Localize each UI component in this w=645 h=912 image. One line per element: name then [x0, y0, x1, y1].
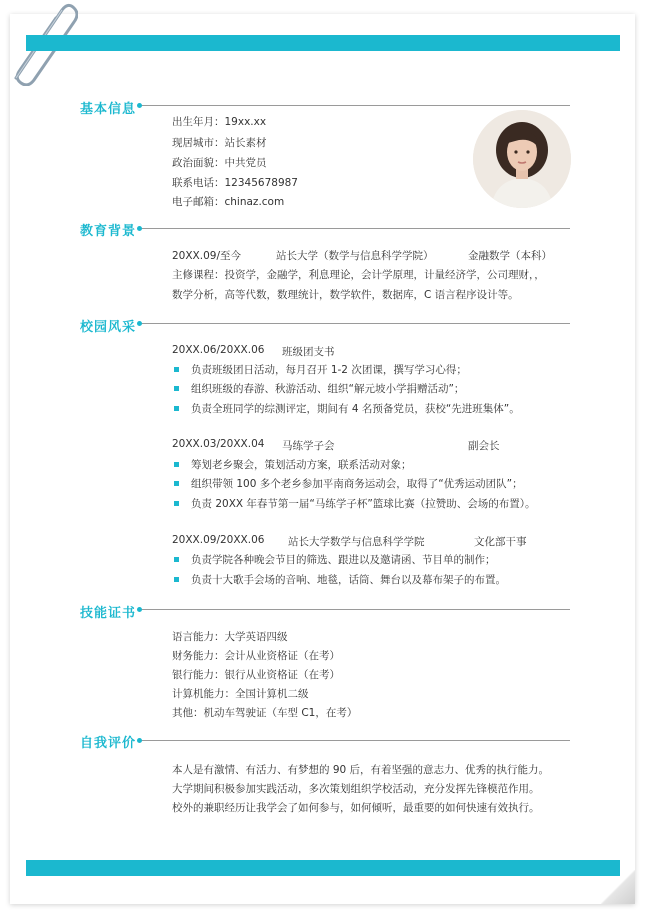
campus-org: 站长大学数学与信息科学学院	[288, 536, 425, 548]
section-title-campus: 校园风采	[80, 320, 137, 335]
skill-row: 财务能力：会计从业资格证（在考）	[172, 650, 340, 662]
campus-org: 马练学子会	[282, 440, 335, 452]
campus-bullet: 组织带领 100 多个老乡参加平南商务运动会，取得了“优秀运动团队”；	[191, 478, 523, 490]
campus-date: 20XX.06/20XX.06	[172, 344, 265, 356]
bullet-square	[174, 386, 179, 391]
top-accent-bar	[26, 35, 620, 51]
skill-row: 银行能力：银行从业资格证（在考）	[172, 669, 340, 681]
section-rule	[140, 228, 570, 229]
campus-date: 20XX.09/20XX.06	[172, 534, 265, 546]
campus-bullet: 负责学院各种晚会节目的筛选、跟进以及邀请函、节目单的制作；	[191, 554, 496, 566]
basic-row: 电子邮箱：chinaz.com	[172, 196, 285, 208]
rule-dot	[137, 226, 142, 231]
skill-row: 其他：机动车驾驶证（车型 C1，在考）	[172, 707, 358, 719]
section-title-education: 教育背景	[80, 224, 137, 239]
section-rule	[140, 323, 570, 324]
campus-role: 副会长	[468, 440, 500, 452]
self-row: 校外的兼职经历让我学会了如何参与，如何倾听，最重要的如何快速有效执行。	[172, 802, 540, 814]
campus-bullet: 组织班级的春游、秋游活动、组织“解元坡小学捐赠活动”；	[191, 383, 465, 395]
campus-date: 20XX.03/20XX.04	[172, 438, 265, 450]
section-rule	[140, 609, 570, 610]
rule-dot	[137, 321, 142, 326]
campus-bullet: 负责 20XX 年春节第一届“马练学子杯”篮球比赛（拉赞助、会场的布置）。	[191, 498, 536, 510]
bottom-accent-bar	[26, 860, 620, 876]
basic-row: 现居城市：站长素材	[172, 137, 267, 149]
education-courses: 数学分析，高等代数，数理统计，数学软件，数据库，C 语言程序设计等。	[172, 289, 519, 301]
section-title-basic: 基本信息	[80, 102, 137, 117]
section-rule	[140, 105, 570, 106]
campus-role: 文化部干事	[474, 536, 527, 548]
education-date: 20XX.09/至今	[172, 250, 241, 262]
basic-row: 政治面貌：中共党员	[172, 157, 267, 169]
campus-bullet: 负责十大歌手会场的音响、地毯，话筒、舞台以及幕布架子的布置。	[191, 574, 506, 586]
basic-row: 出生年月：19xx.xx	[172, 116, 267, 128]
rule-dot	[137, 607, 142, 612]
bullet-square	[174, 481, 179, 486]
avatar-photo	[473, 110, 571, 208]
campus-org: 班级团支书	[282, 346, 335, 358]
self-row: 本人是有激情、有活力、有梦想的 90 后，有着坚强的意志力、优秀的执行能力。	[172, 764, 550, 776]
bullet-square	[174, 367, 179, 372]
bullet-square	[174, 557, 179, 562]
skill-row: 计算机能力：全国计算机二级	[172, 688, 309, 700]
bullet-square	[174, 577, 179, 582]
bullet-square	[174, 501, 179, 506]
bullet-square	[174, 406, 179, 411]
education-major: 金融数学（本科）	[468, 250, 552, 262]
basic-row: 联系电话：12345678987	[172, 177, 298, 189]
bullet-square	[174, 462, 179, 467]
rule-dot	[137, 738, 142, 743]
education-courses: 主修课程：投资学，金融学，利息理论，会计学原理，计量经济学，公司理财，，	[172, 269, 545, 281]
section-title-skills: 技能证书	[80, 606, 137, 621]
campus-bullet: 负责全班同学的综测评定，期间有 4 名预备党员，获校“先进班集体”。	[191, 403, 520, 415]
self-row: 大学期间积极参加实践活动，多次策划组织学校活动，充分发挥先锋模范作用。	[172, 783, 540, 795]
skill-row: 语言能力：大学英语四级	[172, 631, 288, 643]
campus-bullet: 负责班级团日活动，每月召开 1-2 次团课，撰写学习心得；	[191, 364, 467, 376]
section-title-self: 自我评价	[80, 736, 137, 751]
education-school: 站长大学（数学与信息科学学院）	[276, 250, 434, 262]
rule-dot	[137, 103, 142, 108]
section-rule	[140, 740, 570, 741]
campus-bullet: 筹划老乡聚会，策划活动方案，联系活动对象；	[191, 459, 412, 471]
